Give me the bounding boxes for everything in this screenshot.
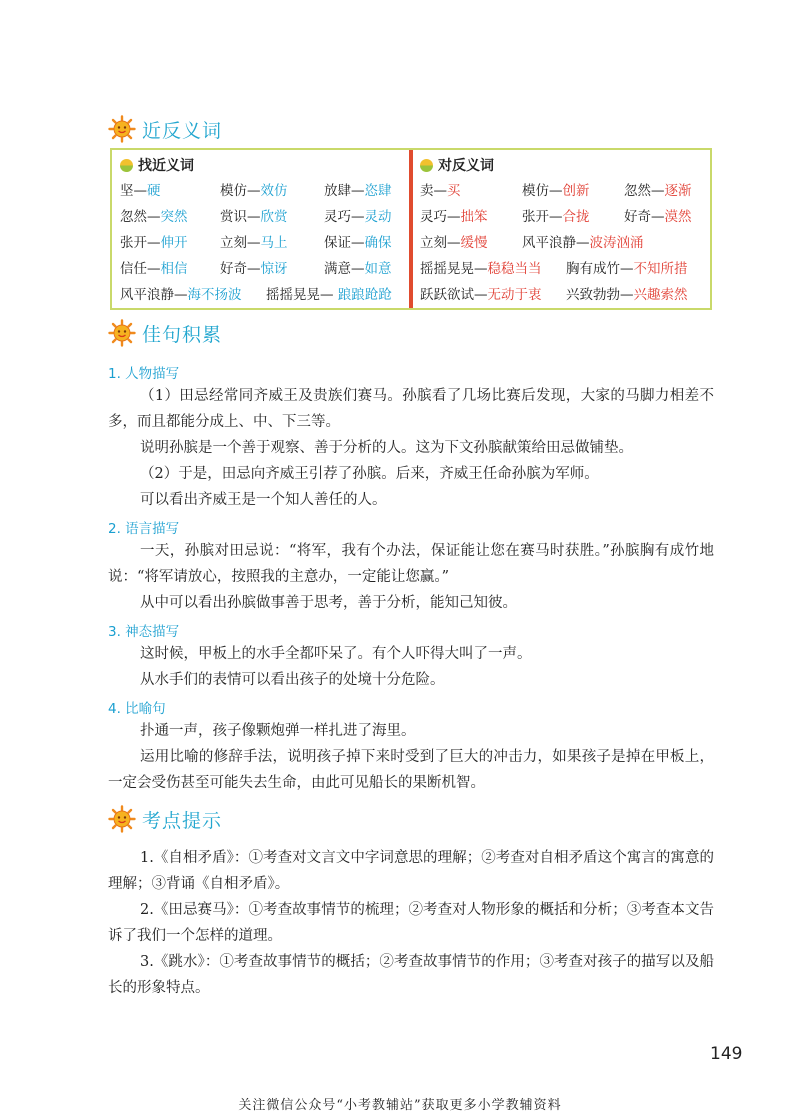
synonym: 恣肆 <box>364 183 392 199</box>
synonym-heading-label: 找近义词 <box>138 158 194 174</box>
synonym: 确保 <box>364 235 392 251</box>
tip-paragraph: 1.《自相矛盾》：①考查对文言文中字词意思的理解；②考查对自相矛盾这个寓言的寓意的理解；③背诵《自相矛盾》。 <box>108 850 714 892</box>
antonym: 波涛汹涌 <box>589 235 644 251</box>
word-pair: 风平浪静—波涛汹涌 <box>522 235 644 251</box>
word: 张开 <box>522 209 549 225</box>
word-pair: 跃跃欲试—无动于衷 <box>420 287 542 303</box>
synonym: 相信 <box>160 261 188 277</box>
word: 张开 <box>120 235 147 251</box>
vocab-row <box>420 176 708 202</box>
word: 信任 <box>120 261 147 277</box>
synonym: 硬 <box>147 183 161 199</box>
antonym: 创新 <box>562 183 590 199</box>
tip-paragraph: 3.《跳水》：①考查故事情节的概括；②考查故事情节的作用；③考查对孩子的描写以及船长的形象特点。 <box>108 954 714 996</box>
word-pair: 信任—相信 <box>120 261 188 277</box>
section-title: 近反义词 <box>142 119 223 142</box>
word: 满意 <box>324 261 351 277</box>
word-pair: 张开—伸开 <box>120 235 188 251</box>
word-pair: 立刻—缓慢 <box>420 235 488 251</box>
vocab-row <box>420 280 708 306</box>
sun-icon <box>108 805 136 833</box>
bullet-dot-icon <box>120 159 133 172</box>
word-pair: 灵巧—灵动 <box>324 209 392 225</box>
word-pair: 立刻—马上 <box>220 235 288 251</box>
word: 赏识 <box>220 209 247 225</box>
word: 风平浪静 <box>120 287 174 303</box>
word: 保证 <box>324 235 351 251</box>
paragraph: 扑通一声，孩子像颗炮弹一样扎进了海里。 <box>140 723 416 739</box>
word-pair: 胸有成竹—不知所措 <box>566 261 688 277</box>
antonym: 稳稳当当 <box>487 261 542 277</box>
vocab-divider <box>409 150 413 308</box>
paragraph: 说明孙膑是一个善于观察、善于分析的人。这为下文孙膑献策给田忌做铺垫。 <box>140 440 633 456</box>
word: 坚 <box>120 183 134 199</box>
antonym: 兴趣索然 <box>633 287 688 303</box>
word-pair: 摇摇晃晃— 踉踉跄跄 <box>266 287 392 303</box>
word-pair: 模仿—效仿 <box>220 183 288 199</box>
paragraph: 从水手们的表情可以看出孩子的处境十分危险。 <box>140 672 445 688</box>
subheading: 2. 语言描写 <box>108 521 180 537</box>
synonym: 惊讶 <box>260 261 288 277</box>
word: 好奇 <box>220 261 247 277</box>
word-pair: 放肆—恣肆 <box>324 183 392 199</box>
vocab-row <box>420 202 708 228</box>
word: 卖 <box>420 183 434 199</box>
word: 兴致勃勃 <box>566 287 620 303</box>
vocab-row <box>420 254 708 280</box>
synonym-heading <box>120 154 405 176</box>
vocab-row <box>120 176 405 202</box>
antonym: 缓慢 <box>460 235 488 251</box>
paragraph: 运用比喻的修辞手法，说明孩子掉下来时受到了巨大的冲击力，如果孩子是掉在甲板上，一定会受伤甚至可能失去生命，由此可见船长的果断机智。 <box>108 749 714 791</box>
subheading: 3. 神态描写 <box>108 624 180 640</box>
word-pair: 兴致勃勃—兴趣索然 <box>566 287 688 303</box>
synonym: 马上 <box>260 235 288 251</box>
word-pair: 忽然—逐渐 <box>624 183 692 199</box>
paragraph: 一天，孙膑对田忌说：“将军，我有个办法，保证能让您在赛马时获胜。”孙膑胸有成竹地说：“将军请放心，按照我的主意办，一定能让您赢。” <box>108 543 714 585</box>
word-pair: 赏识—欣赏 <box>220 209 288 225</box>
word: 跃跃欲试 <box>420 287 474 303</box>
word: 灵巧 <box>420 209 447 225</box>
word: 模仿 <box>522 183 549 199</box>
word-pair: 好奇—漠然 <box>624 209 692 225</box>
paragraph: 可以看出齐威王是一个知人善任的人。 <box>140 492 387 508</box>
vocab-row <box>120 228 405 254</box>
synonym: 灵动 <box>364 209 392 225</box>
word-pair: 保证—确保 <box>324 235 392 251</box>
section-heading-sentences <box>108 318 222 348</box>
word: 放肆 <box>324 183 351 199</box>
paragraph: （2）于是，田忌向齐威王引荐了孙膑。后来，齐威王任命孙膑为军师。 <box>140 466 599 482</box>
word-pair: 张开—合拢 <box>522 209 590 225</box>
word: 摇摇晃晃 <box>266 287 320 303</box>
vocab-row <box>120 254 405 280</box>
word-pair: 好奇—惊讶 <box>220 261 288 277</box>
word: 立刻 <box>420 235 447 251</box>
synonym: 突然 <box>160 209 188 225</box>
vocab-row <box>120 202 405 228</box>
antonym-heading-label: 对反义词 <box>438 158 494 174</box>
antonym: 拙笨 <box>460 209 488 225</box>
section-heading-vocab <box>108 114 222 144</box>
word: 胸有成竹 <box>566 261 620 277</box>
word: 摇摇晃晃 <box>420 261 474 277</box>
paragraph: （1）田忌经常同齐威王及贵族们赛马。孙膑看了几场比赛后发现，大家的马脚力相差不多，而且都能分成上、中、下三等。 <box>108 388 714 430</box>
word-pair: 灵巧—拙笨 <box>420 209 488 225</box>
vocab-row <box>120 280 405 306</box>
word: 风平浪静 <box>522 235 576 251</box>
page-number: 149 <box>710 1044 743 1064</box>
paragraph: 这时候，甲板上的水手全都吓呆了。有个人吓得大叫了一声。 <box>140 646 532 662</box>
synonym-column <box>120 154 405 306</box>
section-title: 考点提示 <box>142 809 223 832</box>
antonym: 逐渐 <box>664 183 692 199</box>
synonym: 欣赏 <box>260 209 288 225</box>
antonym: 不知所措 <box>633 261 688 277</box>
word-pair: 坚—硬 <box>120 183 161 199</box>
antonym-heading <box>420 154 708 176</box>
bullet-dot-icon <box>420 159 433 172</box>
word-pair: 风平浪静—海不扬波 <box>120 287 242 303</box>
sun-icon <box>108 115 136 143</box>
word: 模仿 <box>220 183 247 199</box>
sun-icon <box>108 319 136 347</box>
word-pair: 满意—如意 <box>324 261 392 277</box>
section-heading-tips <box>108 804 222 834</box>
vocab-row <box>420 228 708 254</box>
word-pair: 卖—买 <box>420 183 461 199</box>
antonym: 合拢 <box>562 209 590 225</box>
footer-note: 关注微信公众号“小考教辅站”获取更多小学教辅资料 <box>238 1098 562 1113</box>
word-pair: 摇摇晃晃—稳稳当当 <box>420 261 542 277</box>
synonym: 踉踉跄跄 <box>333 287 392 303</box>
word: 立刻 <box>220 235 247 251</box>
antonym: 无动于衷 <box>487 287 542 303</box>
word-pair: 模仿—创新 <box>522 183 590 199</box>
subheading: 1. 人物描写 <box>108 366 180 382</box>
antonym: 漠然 <box>664 209 692 225</box>
tip-paragraph: 2.《田忌赛马》：①考查故事情节的梳理；②考查对人物形象的概括和分析；③考查本文告诉了我们一个怎样的道理。 <box>108 902 714 944</box>
synonym: 如意 <box>364 261 392 277</box>
antonym-column <box>420 154 708 306</box>
synonym: 效仿 <box>260 183 288 199</box>
subheading: 4. 比喻句 <box>108 701 166 717</box>
vocab-box <box>110 148 712 310</box>
antonym: 买 <box>447 183 461 199</box>
synonym: 伸开 <box>160 235 188 251</box>
word: 忽然 <box>624 183 651 199</box>
word: 好奇 <box>624 209 651 225</box>
word-pair: 忽然—突然 <box>120 209 188 225</box>
word: 灵巧 <box>324 209 351 225</box>
paragraph: 从中可以看出孙膑做事善于思考，善于分析，能知己知彼。 <box>140 595 517 611</box>
synonym: 海不扬波 <box>187 287 242 303</box>
section-title: 佳句积累 <box>142 323 223 346</box>
word: 忽然 <box>120 209 147 225</box>
